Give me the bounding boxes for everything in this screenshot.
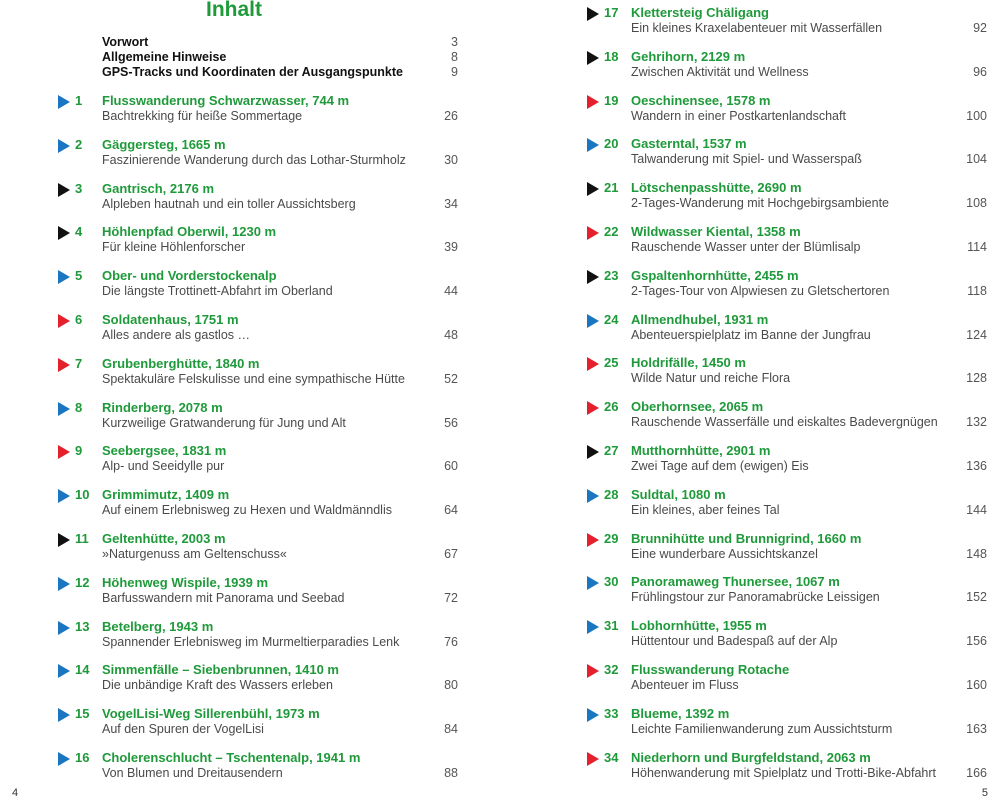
- triangle-marker-icon: [58, 621, 70, 635]
- tour-subtitle: Von Blumen und Dreitausendern: [102, 766, 283, 780]
- toc-entry[interactable]: [500, 223, 987, 259]
- tour-subtitle: Rauschende Wasserfälle und eiskaltes Badevergnügen: [631, 415, 938, 430]
- toc-entry[interactable]: [0, 749, 458, 785]
- tour-page-number: 156: [966, 634, 987, 649]
- toc-entry[interactable]: [500, 442, 987, 478]
- triangle-marker-icon: [587, 576, 599, 590]
- tour-page-number: 76: [444, 634, 458, 649]
- tour-title: Höhlenpfad Oberwil, 1230 m: [102, 224, 277, 240]
- tour-page-number: 67: [444, 547, 458, 561]
- tour-page-number: 144: [966, 502, 987, 517]
- tour-subtitle: Abenteuer im Fluss: [631, 678, 739, 692]
- tour-title: Niederhorn und Burgfeldstand, 2063 m: [631, 749, 871, 765]
- tour-number: 24: [604, 311, 619, 327]
- tour-page-number: 84: [444, 722, 458, 737]
- toc-entry[interactable]: [500, 530, 987, 566]
- toc-entry[interactable]: [0, 705, 458, 741]
- tour-subtitle: Spektakuläre Felskulisse und eine sympathische Hütte: [102, 371, 405, 386]
- toc-entry[interactable]: [500, 486, 987, 522]
- triangle-marker-icon: [587, 7, 599, 21]
- triangle-marker-icon: [58, 489, 70, 503]
- tour-title: Höhenweg Wispile, 1939 m: [102, 574, 269, 590]
- tour-title: Allmendhubel, 1931 m: [631, 311, 769, 327]
- tour-title: Grimmimutz, 1409 m: [102, 487, 230, 503]
- toc-entry[interactable]: [500, 749, 987, 785]
- tour-number: 3: [75, 180, 83, 196]
- toc-entry[interactable]: [0, 223, 458, 259]
- triangle-marker-icon: [58, 752, 70, 766]
- tour-title: Flusswanderung Schwarzwasser, 744 m: [102, 93, 350, 108]
- intro-item-page: 9: [451, 65, 458, 79]
- toc-entry[interactable]: [500, 48, 987, 84]
- triangle-marker-icon: [58, 139, 70, 153]
- tour-number: 31: [604, 618, 619, 634]
- tour-number: 12: [75, 574, 90, 590]
- tour-page-number: 60: [444, 459, 458, 474]
- tour-page-number: 100: [966, 108, 987, 123]
- tour-number: 14: [75, 662, 90, 678]
- toc-entry[interactable]: [0, 530, 458, 566]
- toc-entry[interactable]: [500, 179, 987, 215]
- tour-number: 30: [604, 574, 619, 590]
- toc-entry[interactable]: [500, 573, 987, 609]
- tour-subtitle: Abenteuerspielplatz im Banne der Jungfrau: [631, 327, 871, 342]
- tour-subtitle: Bachtrekking für heiße Sommertage: [102, 109, 303, 123]
- tour-page-number: 39: [444, 240, 458, 255]
- toc-entry[interactable]: [500, 354, 987, 390]
- tour-title: Oeschinensee, 1578 m: [631, 92, 771, 108]
- intro-item-label: GPS-Tracks und Koordinaten der Ausgangspunkte: [102, 65, 403, 79]
- toc-entry[interactable]: [0, 661, 458, 697]
- triangle-marker-icon: [58, 95, 70, 109]
- tour-subtitle: Kurzweilige Gratwanderung für Jung und Alt: [102, 415, 346, 430]
- toc-entry[interactable]: [500, 311, 987, 347]
- tour-title: Simmenfälle – Siebenbrunnen, 1410 m: [102, 662, 339, 678]
- triangle-marker-icon: [587, 357, 599, 371]
- tour-number: 33: [604, 705, 619, 721]
- triangle-marker-icon: [587, 138, 599, 152]
- triangle-marker-icon: [587, 270, 599, 284]
- toc-entry[interactable]: [0, 180, 458, 216]
- tour-subtitle: Für kleine Höhlenforscher: [102, 240, 246, 255]
- tour-title: Rinderberg, 2078 m: [102, 399, 223, 415]
- toc-entry[interactable]: [0, 355, 458, 391]
- tour-number: 21: [604, 180, 619, 196]
- tour-page-number: 80: [444, 678, 458, 693]
- tour-title: Gspaltenhornhütte, 2455 m: [631, 267, 799, 283]
- intro-item-page: 8: [451, 50, 458, 64]
- tour-subtitle: 2-Tages-Wanderung mit Hochgebirgsambiente: [631, 196, 890, 211]
- intro-item-label: Vorwort: [102, 35, 149, 49]
- triangle-marker-icon: [58, 183, 70, 197]
- tour-subtitle: Die längste Trottinett-Abfahrt im Oberland: [102, 284, 333, 299]
- triangle-marker-icon: [58, 664, 70, 678]
- tour-title: Seebergsee, 1831 m: [102, 443, 227, 459]
- toc-entry[interactable]: [0, 136, 458, 172]
- tour-title: Oberhornsee, 2065 m: [631, 399, 764, 415]
- right-page: [500, 0, 1000, 800]
- triangle-marker-icon: [58, 577, 70, 591]
- tour-number: 8: [75, 399, 83, 415]
- tour-subtitle: »Naturgenuss am Geltenschuss«: [102, 547, 287, 561]
- tour-number: 13: [75, 618, 90, 634]
- tour-page-number: 52: [444, 371, 458, 386]
- tour-subtitle: Faszinierende Wanderung durch das Lothar-Sturmholz: [102, 152, 406, 167]
- triangle-marker-icon: [587, 314, 599, 328]
- tour-title: Blueme, 1392 m: [631, 705, 730, 721]
- tour-number: 26: [604, 399, 619, 415]
- tour-subtitle: Zwei Tage auf dem (ewigen) Eis: [631, 459, 809, 473]
- tour-page-number: 152: [966, 590, 987, 605]
- tour-page-number: 34: [444, 196, 458, 211]
- triangle-marker-icon: [587, 226, 599, 240]
- tour-number: 17: [604, 5, 619, 20]
- intro-item-vorwort[interactable]: [102, 35, 458, 50]
- tour-title: Geltenhütte, 2003 m: [102, 531, 226, 546]
- tour-number: 5: [75, 268, 83, 284]
- toc-entry[interactable]: [0, 442, 458, 478]
- tour-page-number: 72: [444, 590, 458, 605]
- tour-number: 20: [604, 136, 619, 152]
- toc-entry[interactable]: [0, 574, 458, 610]
- tour-title: Gäggersteg, 1665 m: [102, 136, 226, 152]
- toc-entry[interactable]: [500, 661, 987, 697]
- toc-entry[interactable]: [500, 4, 987, 40]
- tour-page-number: 108: [966, 196, 987, 211]
- tour-title: Mutthornhütte, 2901 m: [631, 443, 771, 458]
- toc-entry[interactable]: [0, 311, 458, 347]
- tour-title: Gehrihorn, 2129 m: [631, 48, 746, 64]
- toc-entry[interactable]: [500, 705, 987, 741]
- page-number: 5: [981, 787, 988, 799]
- toc-entry[interactable]: [500, 398, 987, 434]
- tour-title: Wildwasser Kiental, 1358 m: [631, 224, 801, 239]
- toc-entry[interactable]: [500, 92, 987, 128]
- tour-subtitle: Talwanderung mit Spiel- und Wasserspaß: [631, 152, 862, 167]
- tour-title: Klettersteig Chäligang: [631, 5, 769, 20]
- tour-number: 27: [604, 443, 619, 458]
- intro-item-label: Allgemeine Hinweise: [102, 50, 227, 64]
- tour-subtitle: Alpleben hautnah und ein toller Aussichtsberg: [102, 196, 356, 211]
- tour-page-number: 56: [444, 415, 458, 430]
- toc-entry[interactable]: [500, 135, 987, 171]
- tour-number: 34: [604, 749, 619, 765]
- tour-number: 19: [604, 92, 619, 108]
- tour-subtitle: Wandern in einer Postkartenlandschaft: [631, 108, 846, 123]
- tour-page-number: 44: [444, 284, 458, 299]
- intro-item-hinweise[interactable]: [102, 50, 458, 65]
- triangle-marker-icon: [58, 226, 70, 240]
- tour-title: Brunnihütte und Brunnigrind, 1660 m: [631, 530, 862, 546]
- tour-number: 1: [75, 93, 83, 108]
- tour-page-number: 132: [966, 415, 987, 430]
- tour-subtitle: Alles andere als gastlos …: [102, 328, 250, 342]
- tour-number: 18: [604, 48, 619, 64]
- tour-page-number: 166: [966, 765, 987, 780]
- triangle-marker-icon: [587, 752, 599, 766]
- intro-item-gps[interactable]: [102, 65, 458, 80]
- tour-page-number: 114: [967, 240, 987, 254]
- tour-page-number: 128: [966, 371, 987, 386]
- triangle-marker-icon: [587, 95, 599, 109]
- tour-subtitle: Höhenwanderung mit Spielplatz und Trotti-Bike-Abfahrt: [631, 765, 937, 780]
- tour-page-number: 148: [966, 546, 987, 561]
- tour-title: Gantrisch, 2176 m: [102, 180, 214, 196]
- tour-page-number: 104: [966, 152, 987, 167]
- tour-number: 9: [75, 443, 83, 459]
- tour-title: Flusswanderung Rotache: [631, 662, 790, 677]
- intro-list: [102, 35, 458, 80]
- tour-number: 29: [604, 530, 619, 546]
- tour-number: 15: [75, 706, 90, 722]
- triangle-marker-icon: [587, 489, 599, 503]
- triangle-marker-icon: [587, 182, 599, 196]
- triangle-marker-icon: [587, 708, 599, 722]
- tour-number: 2: [75, 136, 83, 152]
- tour-subtitle: Ein kleines Kraxelabenteuer mit Wasserfällen: [631, 21, 883, 35]
- tour-subtitle: Ein kleines, aber feines Tal: [631, 502, 780, 517]
- triangle-marker-icon: [587, 401, 599, 415]
- tour-title: Cholerenschlucht – Tschentenalp, 1941 m: [102, 750, 361, 765]
- tour-number: 23: [604, 267, 619, 283]
- page-number: 4: [12, 787, 19, 799]
- tour-number: 4: [75, 224, 83, 240]
- tour-number: 10: [75, 487, 90, 503]
- tour-number: 25: [604, 355, 619, 371]
- tour-subtitle: Wilde Natur und reiche Flora: [631, 371, 791, 386]
- triangle-marker-icon: [587, 51, 599, 65]
- tour-number: 28: [604, 486, 619, 502]
- tour-number: 32: [604, 662, 619, 677]
- triangle-marker-icon: [58, 708, 70, 722]
- intro-item-page: 3: [451, 35, 458, 49]
- tour-subtitle: Eine wunderbare Aussichtskanzel: [631, 546, 818, 561]
- toc-entry[interactable]: [500, 267, 987, 303]
- tour-title: VogelLisi-Weg Sillerenbühl, 1973 m: [102, 706, 320, 722]
- tour-title: Lötschenpasshütte, 2690 m: [631, 180, 802, 196]
- triangle-marker-icon: [58, 314, 70, 328]
- tour-page-number: 136: [966, 459, 987, 473]
- toc-entry[interactable]: [0, 267, 458, 303]
- tour-number: 22: [604, 224, 619, 239]
- tour-page-number: 160: [966, 678, 987, 692]
- triangle-marker-icon: [58, 533, 70, 547]
- triangle-marker-icon: [587, 533, 599, 547]
- triangle-marker-icon: [58, 358, 70, 372]
- tour-title: Soldatenhaus, 1751 m: [102, 312, 239, 327]
- tour-subtitle: Leichte Familienwanderung zum Aussichtsturm: [631, 721, 893, 736]
- tour-subtitle: Alp- und Seeidylle pur: [102, 459, 225, 474]
- tour-page-number: 92: [973, 21, 987, 35]
- tour-page-number: 48: [444, 328, 458, 342]
- page-heading: Inhalt: [206, 0, 262, 21]
- tour-number: 6: [75, 312, 83, 327]
- toc-entry[interactable]: [0, 486, 458, 522]
- tour-title: Betelberg, 1943 m: [102, 618, 214, 634]
- tour-title: Suldtal, 1080 m: [631, 486, 726, 502]
- tour-title: Grubenberghütte, 1840 m: [102, 355, 260, 371]
- tour-subtitle: Hüttentour und Badespaß auf der Alp: [631, 634, 838, 649]
- tour-subtitle: Zwischen Aktivität und Wellness: [631, 64, 809, 79]
- toc-entry[interactable]: [0, 618, 458, 654]
- toc-entry[interactable]: [500, 617, 987, 653]
- triangle-marker-icon: [58, 402, 70, 416]
- tour-subtitle: Barfusswandern mit Panorama und Seebad: [102, 590, 345, 605]
- tour-subtitle: Auf den Spuren der VogelLisi: [102, 722, 264, 737]
- toc-entry[interactable]: [0, 399, 458, 435]
- triangle-marker-icon: [587, 664, 599, 678]
- tour-page-number: 163: [966, 721, 987, 736]
- tour-subtitle: Auf einem Erlebnisweg zu Hexen und Waldmänndlis: [102, 503, 392, 518]
- tour-page-number: 88: [444, 766, 458, 780]
- toc-entry[interactable]: [0, 92, 458, 128]
- tour-number: 7: [75, 355, 83, 371]
- tour-subtitle: 2-Tages-Tour von Alpwiesen zu Gletschertoren: [631, 283, 890, 298]
- tour-page-number: 124: [966, 327, 987, 342]
- tour-number: 16: [75, 750, 90, 765]
- tour-page-number: 64: [444, 503, 458, 518]
- tour-title: Gasterntal, 1537 m: [631, 136, 747, 152]
- tour-subtitle: Die unbändige Kraft des Wassers erleben: [102, 678, 333, 693]
- triangle-marker-icon: [587, 445, 599, 459]
- tour-title: Holdrifälle, 1450 m: [631, 355, 746, 371]
- tour-title: Ober- und Vorderstockenalp: [102, 268, 277, 284]
- tour-number: 11: [75, 531, 89, 546]
- tour-subtitle: Rauschende Wasser unter der Blümlisalp: [631, 240, 861, 254]
- triangle-marker-icon: [587, 620, 599, 634]
- tour-page-number: 26: [444, 109, 458, 123]
- tour-page-number: 118: [967, 283, 987, 298]
- tour-title: Lobhornhütte, 1955 m: [631, 618, 767, 634]
- tour-page-number: 30: [444, 152, 458, 167]
- tour-title: Panoramaweg Thunersee, 1067 m: [631, 574, 840, 590]
- tour-subtitle: Spannender Erlebnisweg im Murmeltierparadies Lenk: [102, 634, 400, 649]
- triangle-marker-icon: [58, 445, 70, 459]
- tour-subtitle: Frühlingstour zur Panoramabrücke Leissigen: [631, 590, 880, 605]
- triangle-marker-icon: [58, 270, 70, 284]
- tour-page-number: 96: [973, 64, 987, 79]
